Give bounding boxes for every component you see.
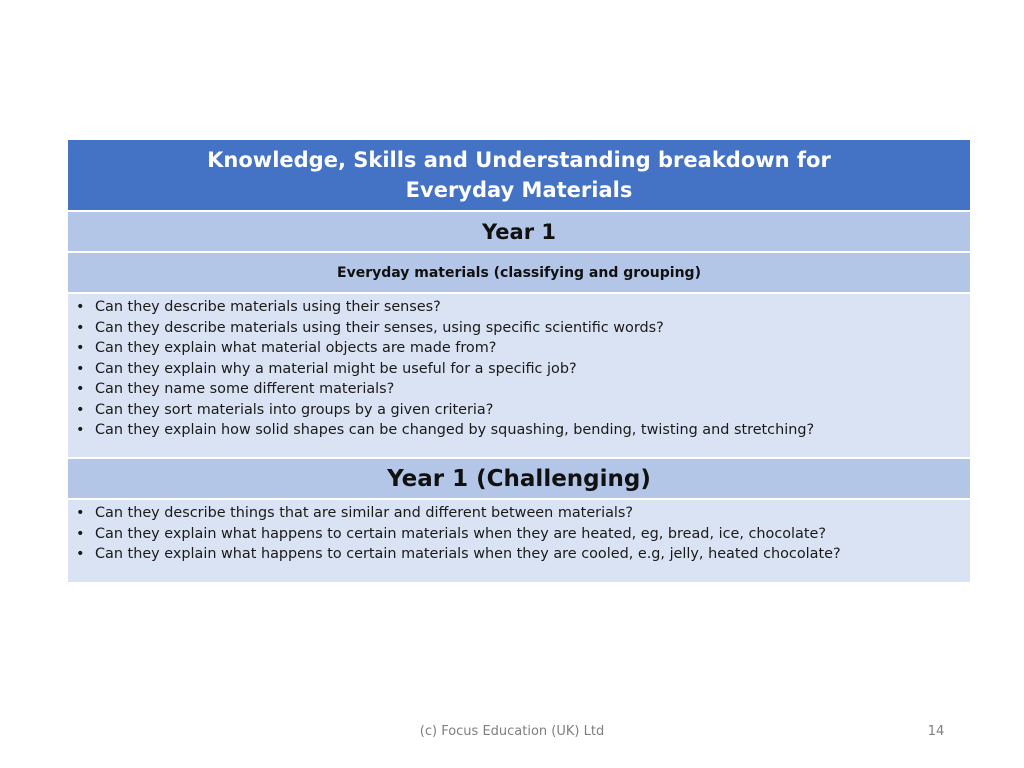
year1-heading: Year 1: [482, 219, 556, 244]
list-item-text: Can they describe materials using their senses?: [95, 299, 441, 315]
bullet-icon: •: [76, 299, 85, 315]
list-item-text: Can they sort materials into groups by a given criteria?: [95, 401, 494, 418]
list-item: [74, 524, 964, 545]
bullet-icon: •: [76, 505, 85, 521]
year1-challenging-items-row: [68, 500, 970, 582]
year1-heading-row: [68, 212, 970, 253]
table-title-line-1: Knowledge, Skills and Understanding breakdown for: [207, 148, 831, 172]
year1-challenging-heading: Year 1 (Challenging): [387, 465, 651, 492]
list-item-text: Can they explain how solid shapes can be changed by squashing, bending, twisting and stretching?: [95, 422, 815, 438]
list-item: [74, 420, 964, 441]
table-title-line-2: Everyday Materials: [405, 178, 633, 202]
year1-items-row: [68, 294, 970, 459]
list-item: [74, 297, 964, 318]
list-item: [74, 338, 964, 359]
bullet-icon: •: [76, 546, 85, 562]
list-item-text: Can they describe materials using their senses, using specific scientific words?: [95, 319, 664, 336]
year1-challenging-heading-row: [68, 459, 970, 500]
bullet-icon: •: [76, 401, 85, 418]
table-title-row: [68, 140, 970, 212]
list-item: [74, 359, 964, 380]
list-item: [74, 544, 964, 565]
footer-copyright: (c) Focus Education (UK) Ltd: [419, 724, 605, 739]
year1-bullet-list: [74, 297, 964, 441]
list-item-text: Can they describe things that are similar and different between materials?: [95, 505, 634, 521]
list-item: [74, 379, 964, 400]
list-item-text: Can they explain what happens to certain materials when they are cooled, e.g, jelly, heated chocolate?: [95, 546, 841, 562]
year1-subheading-row: [68, 253, 970, 294]
bullet-icon: •: [76, 360, 85, 377]
list-item: [74, 503, 964, 524]
list-item-text: Can they explain why a material might be useful for a specific job?: [95, 360, 577, 377]
bullet-icon: •: [76, 525, 85, 542]
bullet-icon: •: [76, 340, 85, 356]
year1-challenging-bullet-list: [74, 503, 964, 565]
ksu-table: [68, 140, 970, 582]
list-item: [74, 318, 964, 339]
year1-subheading: Everyday materials (classifying and grouping): [337, 264, 701, 281]
bullet-icon: •: [76, 381, 85, 397]
page-number: 14: [927, 724, 945, 739]
bullet-icon: •: [76, 422, 85, 438]
list-item-text: Can they explain what happens to certain materials when they are heated, eg, bread, ice, chocolate?: [95, 525, 827, 542]
bullet-icon: •: [76, 319, 85, 336]
list-item: [74, 400, 964, 421]
list-item-text: Can they name some different materials?: [95, 381, 395, 397]
list-item-text: Can they explain what material objects are made from?: [95, 340, 497, 356]
